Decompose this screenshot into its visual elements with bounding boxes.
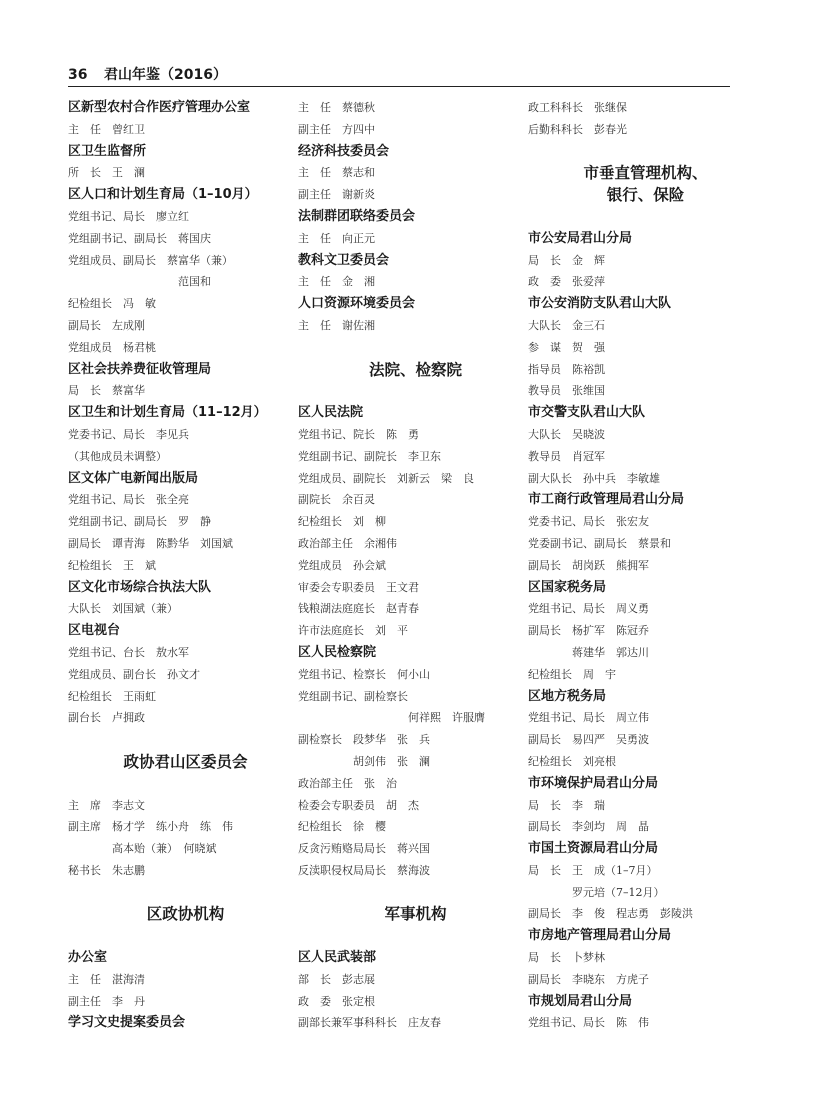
text-column-left [68, 97, 303, 1034]
spacer [68, 773, 303, 795]
person-entry: 党组副书记、副局长 罗 静 [68, 515, 211, 529]
org-heading: 教科文卫委员会 [298, 252, 390, 268]
person-entry: 检委会专职委员 胡 杰 [298, 798, 419, 812]
person-entry: 胡剑伟 张 澜 [298, 754, 430, 768]
spacer [298, 380, 533, 402]
person-entry: 教导员 肖冠军 [528, 449, 605, 463]
person-entry: 副局长 杨扩军 陈冠乔 [528, 624, 649, 638]
spacer [528, 206, 763, 228]
person-entry: 党组成员、副局长 蔡富华（兼） [68, 253, 233, 267]
person-entry: 大队长 吴晓波 [528, 427, 605, 441]
org-heading: 法制群团联络委员会 [298, 208, 416, 224]
person-entry: （其他成员未调整） [68, 449, 167, 463]
person-entry: 罗元培（7–12月） [528, 885, 665, 899]
person-entry: 党组书记、台长 敖水军 [68, 645, 189, 659]
person-entry: 主 席 李志文 [68, 798, 145, 812]
person-entry: 副部长兼军事科科长 庄友春 [298, 1016, 441, 1030]
person-entry: 副局长 易四严 吴勇波 [528, 733, 649, 747]
org-heading: 市交警支队君山大队 [528, 405, 646, 421]
running-header [68, 64, 730, 86]
spacer [68, 882, 303, 904]
spacer [298, 925, 533, 947]
org-heading: 区卫生监督所 [68, 143, 147, 159]
person-entry: 党组成员、副台长 孙文才 [68, 667, 200, 681]
section-title: 法院、检察院 [368, 359, 462, 379]
person-entry: 范国和 [68, 275, 211, 289]
org-heading: 区人民检察院 [298, 644, 377, 660]
spacer [528, 141, 763, 163]
person-entry: 政治部主任 张 治 [298, 776, 397, 790]
person-entry: 所 长 王 澜 [68, 166, 145, 180]
person-entry: 参 谋 贺 强 [528, 340, 605, 354]
person-entry: 副主席 杨才学 练小舟 练 伟 [68, 820, 233, 834]
person-entry: 纪检组长 周 宇 [528, 667, 616, 681]
person-entry: 政工科科长 张继保 [528, 101, 627, 114]
person-entry: 高本贻（兼） 何晓斌 [68, 842, 217, 856]
org-heading: 区地方税务局 [528, 688, 607, 704]
person-entry: 何祥熙 许服膺 [298, 711, 485, 725]
person-entry: 党委副书记、副局长 蔡景和 [528, 536, 671, 550]
person-entry: 党委书记、局长 李见兵 [68, 427, 189, 441]
section-title: 银行、保险 [606, 185, 685, 205]
person-entry: 局 长 王 成（1–7月） [528, 863, 658, 877]
person-entry: 副局长 李 俊 程志勇 彭陵洪 [528, 907, 693, 921]
person-entry: 审委会专职委员 王文君 [298, 580, 419, 594]
section-title: 政协君山区委员会 [123, 751, 248, 771]
person-entry: 党组副书记、副院长 李卫东 [298, 449, 441, 463]
spacer [68, 729, 303, 751]
person-entry: 纪检组长 王 斌 [68, 558, 156, 572]
org-heading: 市房地产管理局君山分局 [528, 928, 672, 944]
person-entry: 副主任 李 丹 [68, 994, 145, 1008]
org-heading: 经济科技委员会 [298, 143, 390, 159]
person-entry: 政治部主任 余湘伟 [298, 536, 397, 550]
person-entry: 党组成员 孙会斌 [298, 558, 386, 572]
org-heading: 区人口和计划生育局（1–10月） [68, 187, 258, 203]
org-heading: 区文体广电新闻出版局 [68, 470, 199, 486]
person-entry: 纪检组长 冯 敏 [68, 297, 156, 311]
person-entry: 纪检组长 徐 樱 [298, 820, 386, 834]
text-column-middle [298, 97, 533, 1034]
person-entry: 反渎职侵权局局长 蔡海波 [298, 863, 430, 877]
person-entry: 主 任 金 湘 [298, 275, 375, 289]
org-heading: 区国家税务局 [528, 579, 607, 595]
person-entry: 主 任 蔡志和 [298, 166, 375, 180]
org-heading: 区卫生和计划生育局（11–12月） [68, 405, 267, 421]
person-entry: 局 长 李 瑞 [528, 798, 605, 812]
person-entry: 局 长 金 辉 [528, 253, 605, 267]
running-title: 君山年鉴（2016） [104, 67, 227, 83]
org-heading: 区文化市场综合执法大队 [68, 579, 212, 595]
person-entry: 蒋建华 郭达川 [528, 645, 649, 659]
org-heading: 市环境保护局君山分局 [528, 775, 659, 791]
org-heading: 人口资源环境委员会 [298, 296, 416, 312]
person-entry: 党组书记、局长 陈 伟 [528, 1016, 649, 1030]
person-entry: 后勤科科长 彭春光 [528, 122, 627, 136]
person-entry: 副台长 卢拥政 [68, 711, 145, 725]
person-entry: 副局长 李晓东 方虎子 [528, 972, 649, 986]
person-entry: 党组副书记、副局长 蒋国庆 [68, 231, 211, 245]
person-entry: 党组书记、局长 周义勇 [528, 602, 649, 616]
person-entry: 政 委 张定根 [298, 994, 375, 1008]
person-entry: 副主任 谢新炎 [298, 188, 375, 202]
person-entry: 副主任 方四中 [298, 122, 375, 136]
section-title: 军事机构 [384, 904, 447, 924]
person-entry: 主 任 曾红卫 [68, 122, 145, 136]
person-entry: 党组书记、院长 陈 勇 [298, 427, 419, 441]
person-entry: 纪检组长 刘 柳 [298, 515, 386, 529]
page-number: 36 [68, 67, 88, 83]
person-entry: 政 委 张爱萍 [528, 275, 605, 289]
org-heading: 市规划局君山分局 [528, 993, 633, 1009]
person-entry: 党组书记、局长 张全亮 [68, 493, 189, 507]
person-entry: 局 长 蔡富华 [68, 384, 145, 398]
person-entry: 副检察长 段梦华 张 兵 [298, 733, 430, 747]
spacer [298, 337, 533, 359]
person-entry: 反贪污贿赂局局长 蒋兴国 [298, 842, 430, 856]
org-heading: 区社会扶养费征收管理局 [68, 361, 212, 377]
person-entry: 主 任 蔡德秋 [298, 101, 375, 114]
person-entry: 副局长 谭青海 陈黔华 刘国斌 [68, 536, 233, 550]
org-heading: 市工商行政管理局君山分局 [528, 492, 685, 508]
org-heading: 区人民法院 [298, 405, 364, 421]
person-entry: 钱粮湖法庭庭长 赵青春 [298, 602, 419, 616]
person-entry: 指导员 陈裕凯 [528, 362, 605, 376]
person-entry: 纪检组长 刘亮根 [528, 754, 616, 768]
org-heading: 市公安局君山分局 [528, 230, 633, 246]
person-entry: 副局长 胡岗跃 熊拥军 [528, 558, 649, 572]
person-entry: 纪检组长 王雨虹 [68, 689, 156, 703]
person-entry: 党委书记、局长 张宏友 [528, 515, 649, 529]
person-entry: 主 任 向正元 [298, 231, 375, 245]
person-entry: 主 任 湛海清 [68, 972, 145, 986]
person-entry: 教导员 张维国 [528, 384, 605, 398]
person-entry: 局 长 卜梦林 [528, 951, 605, 965]
person-entry: 副大队长 孙中兵 李敏雄 [528, 471, 660, 485]
org-heading: 学习文史提案委员会 [68, 1015, 186, 1031]
person-entry: 党组副书记、副检察长 [298, 689, 408, 703]
person-entry: 大队长 金三石 [528, 318, 605, 332]
spacer [68, 925, 303, 947]
section-title: 市垂直管理机构、 [583, 163, 708, 183]
person-entry: 副局长 左成刚 [68, 318, 145, 332]
person-entry: 党组成员 杨君桃 [68, 340, 156, 354]
org-heading: 区人民武装部 [298, 950, 377, 966]
org-heading: 区电视台 [68, 623, 121, 639]
text-column-right [528, 97, 763, 1034]
org-heading: 市国土资源局君山分局 [528, 841, 659, 857]
org-heading: 办公室 [68, 950, 108, 966]
person-entry: 主 任 谢佐湘 [298, 318, 375, 332]
person-entry: 副院长 余百灵 [298, 493, 375, 507]
person-entry: 许市法庭庭长 刘 平 [298, 624, 408, 638]
org-heading: 区新型农村合作医疗管理办公室 [68, 100, 251, 115]
org-heading: 市公安消防支队君山大队 [528, 296, 672, 312]
spacer [298, 882, 533, 904]
person-entry: 党组书记、局长 廖立红 [68, 209, 189, 223]
person-entry: 党组书记、局长 周立伟 [528, 711, 649, 725]
person-entry: 大队长 刘国斌（兼） [68, 602, 178, 616]
section-title: 区政协机构 [146, 904, 225, 924]
person-entry: 部 长 彭志展 [298, 972, 375, 986]
person-entry: 党组成员、副院长 刘新云 梁 良 [298, 471, 474, 485]
person-entry: 党组书记、检察长 何小山 [298, 667, 430, 681]
person-entry: 秘书长 朱志鹏 [68, 863, 145, 877]
header-rule [68, 86, 730, 87]
person-entry: 副局长 李剑均 周 晶 [528, 820, 649, 834]
